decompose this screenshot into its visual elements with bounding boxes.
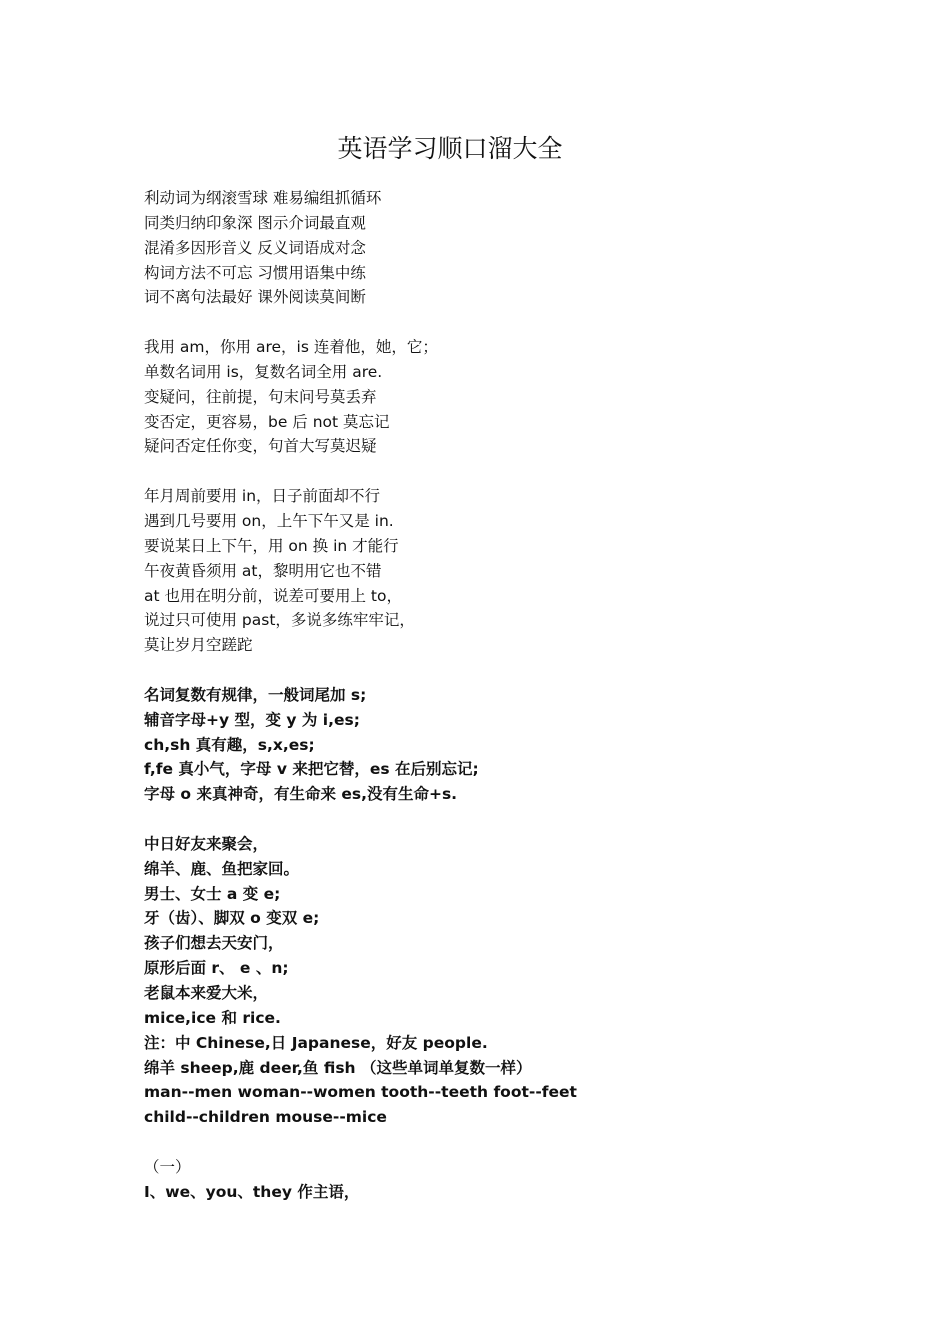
section-heading: （一） [144,1157,191,1176]
document-body [144,186,904,1205]
text-line: 牙（齿）、脚双 o 变双 e; [144,909,320,928]
text-line: ch,sh 真有趣，s,x,es; [144,735,315,754]
paragraph-gap [144,658,904,683]
text-line: 绵羊 sheep,鹿 deer,鱼 fish （这些单词单复数一样） [144,1058,532,1077]
text-line: 年月周前要用 in，日子前面却不行 [144,487,381,506]
text-line: 原形后面 r、 e 、n; [144,959,289,978]
section-time-prepositions [144,484,904,658]
text-line: 午夜黄昏须用 at，黎明用它也不错 [144,561,382,580]
text-line: 疑问否定任你变，句首大写莫迟疑 [144,437,377,456]
document-title: 英语学习顺口溜大全 [337,134,563,163]
section-pronouns [144,1155,904,1205]
paragraph-gap [144,807,904,832]
text-line: I、we、you、they 作主语， [144,1182,360,1201]
text-line: 变疑问，往前提，句末问号莫丢弃 [144,387,377,406]
text-line: f,fe 真小气，字母 v 来把它替，es 在后别忘记; [144,760,479,779]
text-line: 我用 am，你用 are，is 连着他，她，它； [144,338,438,357]
text-line: 注：中 Chinese,日 Japanese，好友 people. [144,1033,488,1052]
text-line: 要说某日上下午，用 on 换 in 才能行 [144,536,399,555]
text-line: 混淆多因形音义 反义词语成对念 [144,238,366,257]
text-line: 词不离句法最好 课外阅读莫间断 [144,288,366,307]
text-line: 变否定，更容易，be 后 not 莫忘记 [144,412,390,431]
text-line: 说过只可使用 past，多说多练牢牢记， [144,611,415,630]
text-line: at 也用在明分前，说差可要用上 to， [144,586,402,605]
text-line: 老鼠本来爱大米， [144,984,269,1002]
text-line: 遇到几号要用 on，上午下午又是 in. [144,511,394,530]
text-line: man--men woman--women tooth--teeth foot--feet [144,1083,577,1102]
text-line: child--children mouse--mice [144,1108,387,1127]
section-study-tips [144,186,904,310]
text-line: 辅音字母+y 型，变 y 为 i,es; [144,710,360,729]
text-line: 中日好友来聚会， [144,834,269,853]
paragraph-gap [144,1130,904,1155]
text-line: 同类归纳印象深 图示介词最直观 [144,213,366,232]
text-line: 孩子们想去天安门， [144,934,284,953]
section-irregular-plurals [144,832,904,1130]
text-line: 男士、女士 a 变 e; [144,884,281,903]
text-line: 利动词为纲滚雪球 难易编组抓循环 [144,189,382,207]
text-line: 莫让岁月空蹉跎 [144,636,253,655]
paragraph-gap [144,459,904,484]
text-line: 绵羊、鹿、鱼把家回。 [144,859,300,878]
text-line: 单数名词用 is，复数名词全用 are. [144,362,383,381]
text-line: 字母 o 来真神奇，有生命来 es,没有生命+s. [144,785,458,804]
section-plural-rules [144,683,904,807]
section-be-verbs [144,335,904,459]
text-line: mice,ice 和 rice. [144,1008,281,1027]
paragraph-gap [144,310,904,335]
text-line: 名词复数有规律，一般词尾加 s; [144,685,367,704]
text-line: 构词方法不可忘 习惯用语集中练 [144,263,366,282]
